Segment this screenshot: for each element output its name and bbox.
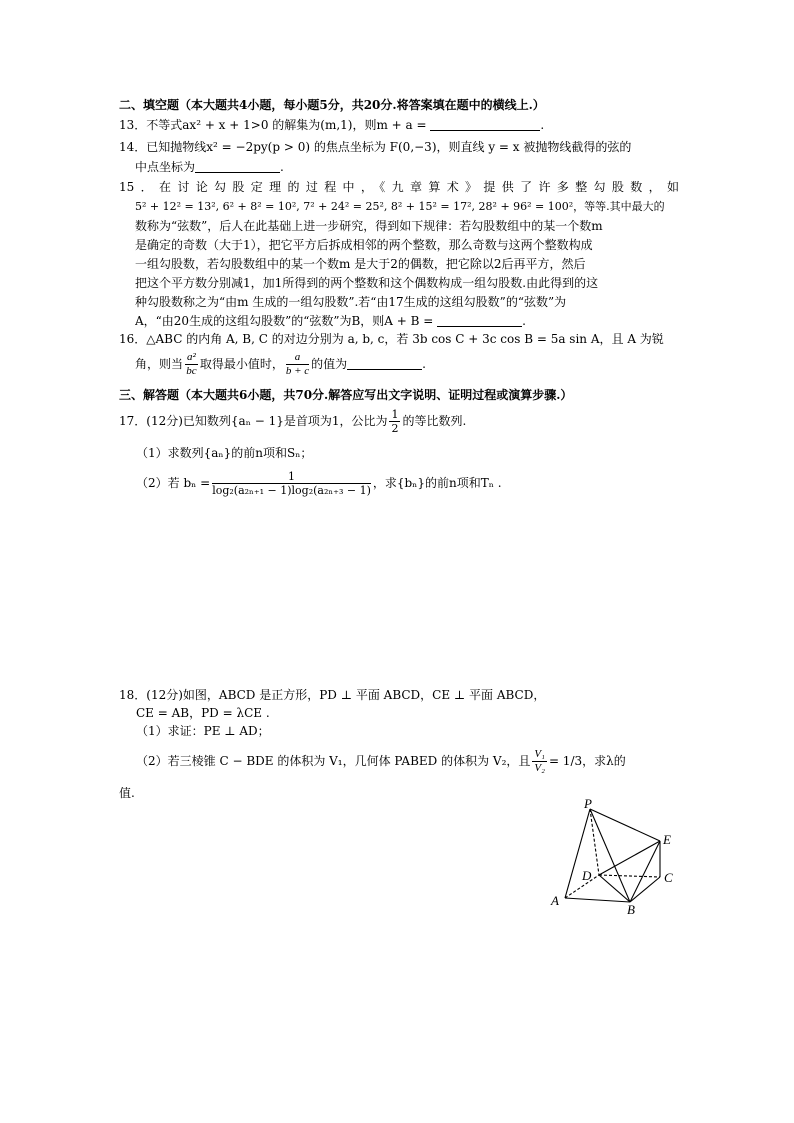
question-14-line-2 xyxy=(135,158,695,176)
edge-PE xyxy=(590,809,660,841)
q16-mid: 取得最小值时， xyxy=(199,357,284,371)
q18-volume-ratio xyxy=(532,748,547,775)
q14-prefix: 中点坐标为 xyxy=(135,160,196,174)
q18-line-1: 18．(12分)如图，ABCD 是正方形，PD ⊥ 平面 ABCD，CE ⊥ 平面 ABCD， xyxy=(119,688,546,702)
q16-fraction-a-bc xyxy=(286,351,309,378)
q13-text: 13．不等式ax² + x + 1>0 的解集为(m,1)，则m + a = xyxy=(119,118,431,132)
q16-suffix: 的值为 xyxy=(311,357,348,371)
edge-DC-hidden xyxy=(599,875,660,877)
section-2-header: 二、填空题（本大题共4小题，每小题5分，共20分.将答案填在题中的横线上.） xyxy=(119,98,545,112)
edge-PA xyxy=(565,809,590,898)
q17-stem-suffix: 的等比数列. xyxy=(402,414,467,428)
q15-line-5: 一组勾股数，若勾股数组中的某一个数m 是大于2的偶数，把它除以2后再平方，然后 xyxy=(135,257,586,271)
q18-ratio-value: = 1/3 xyxy=(548,754,583,768)
q17-stem-prefix: 17．(12分)已知数列{aₙ − 1}是首项为1，公比为 xyxy=(119,414,388,428)
q18-part2-end: 值. xyxy=(119,786,135,800)
edge-DE xyxy=(599,841,660,875)
q15-line-2: 5² + 12² = 13², 6² + 8² = 10², 7² + 24² = 25², 8² + 15² = 17², 28² + 96² = 100²，等等.其中最大的 xyxy=(135,200,665,213)
q16-fraction-a2-bc xyxy=(185,351,198,378)
q13-answer-blank[interactable] xyxy=(430,118,540,131)
q15-line-8-text: A，“由20生成的这组勾股数”的“弦数”为B，则A + B = xyxy=(135,314,438,328)
edge-BC xyxy=(630,877,660,902)
q13-end: . xyxy=(540,118,545,132)
q18-ratio-num: V₁ xyxy=(534,748,545,760)
q16-answer-blank[interactable] xyxy=(347,357,422,370)
q15-line-6: 把这个平方数分别减1，加1所得到的两个整数和这个偶数构成一组勾股数.由此得到的这 xyxy=(135,276,599,290)
q15-line-4: 是确定的奇数（大于1），把它平方后拆成相邻的两个整数，那么奇数与这两个整数构成 xyxy=(135,238,593,252)
q15-answer-blank[interactable] xyxy=(437,314,522,327)
vertex-label-C: C xyxy=(664,870,673,885)
section-3-header: 三、解答题（本大题共6小题，共70分.解答应写出文字说明、证明过程或演算步骤.） xyxy=(119,388,573,402)
q16-prefix: 角，则当 xyxy=(135,357,184,371)
q14-answer-blank[interactable] xyxy=(195,160,280,173)
vertex-label-A: A xyxy=(551,893,559,908)
vertex-label-P: P xyxy=(584,796,592,811)
q15-end: . xyxy=(522,314,526,328)
q18-part2-prefix: （2）若三棱锥 C − BDE 的体积为 V₁，几何体 PABED 的体积为 V₂，且 xyxy=(136,754,531,768)
q14-line-1: 14．已知抛物线x² = −2py(p > 0) 的焦点坐标为 F(0,−3)，则直线 y = x 被抛物线截得的弦的 xyxy=(119,140,632,154)
q15-line-3: 数称为“弦数”，后人在此基础上进一步研究，得到如下规律：若勾股数组中的某一个数m xyxy=(135,219,603,233)
question-16-line-2 xyxy=(135,348,695,384)
q17-part-1: （1）求数列{aₙ}的前n项和Sₙ； xyxy=(136,446,313,460)
question-13 xyxy=(119,116,679,134)
edge-BD xyxy=(599,875,630,902)
q16-frac2-num: a xyxy=(286,351,309,365)
q17-ratio-den: 2 xyxy=(391,422,399,435)
q16-frac1-den: bc xyxy=(186,365,197,377)
vertex-label-B: B xyxy=(627,902,635,914)
vertex-label-D: D xyxy=(582,868,592,883)
q16-frac2-den: b + c xyxy=(285,365,310,377)
pyramid-figure xyxy=(540,796,690,914)
question-17-part-2 xyxy=(136,466,696,506)
q17-ratio-num: 1 xyxy=(391,408,399,421)
question-18-part-2 xyxy=(136,744,696,782)
q18-part-1: （1）求证：PE ⊥ AD； xyxy=(136,724,270,738)
q17-part2-num: 1 xyxy=(212,470,371,484)
q17-part2-prefix: （2）若 bₙ = xyxy=(136,476,211,490)
q18-line-2: CE = AB，PD = λCE . xyxy=(136,706,270,720)
q16-line-1: 16．△ABC 的内角 A, B, C 的对边分别为 a, b, c，若 3b cos C + 3c cos B = 5a sin A，且 A 为锐 xyxy=(119,332,664,346)
q18-ratio-den: V₂ xyxy=(534,762,545,774)
q17-b-n-fraction xyxy=(212,470,371,497)
q15-line-1: 15．在讨论勾股定理的过程中，《九章算术》提供了许多整勾股数，如 xyxy=(119,180,679,194)
q18-part2-suffix: ，求λ的 xyxy=(582,754,626,768)
q17-part2-den: log₂(a₂ₙ₊₁ − 1)log₂(a₂ₙ₊₃ − 1) xyxy=(212,484,371,497)
edge-AB xyxy=(565,898,630,902)
edge-BE xyxy=(630,841,660,902)
q17-ratio-fraction xyxy=(389,408,400,435)
q16-frac1-num: a² xyxy=(187,351,196,363)
q14-end: . xyxy=(280,160,284,174)
q15-line-7: 种勾股数称之为“由m 生成的一组勾股数”.若“由17生成的这组勾股数”的“弦数”为 xyxy=(135,295,567,309)
q16-end: . xyxy=(422,357,426,371)
q17-part2-suffix: ，求{bₙ}的前n项和Tₙ . xyxy=(372,476,502,490)
question-17-stem xyxy=(119,404,679,440)
vertex-label-E: E xyxy=(663,832,671,847)
question-15-line-8 xyxy=(135,312,695,330)
